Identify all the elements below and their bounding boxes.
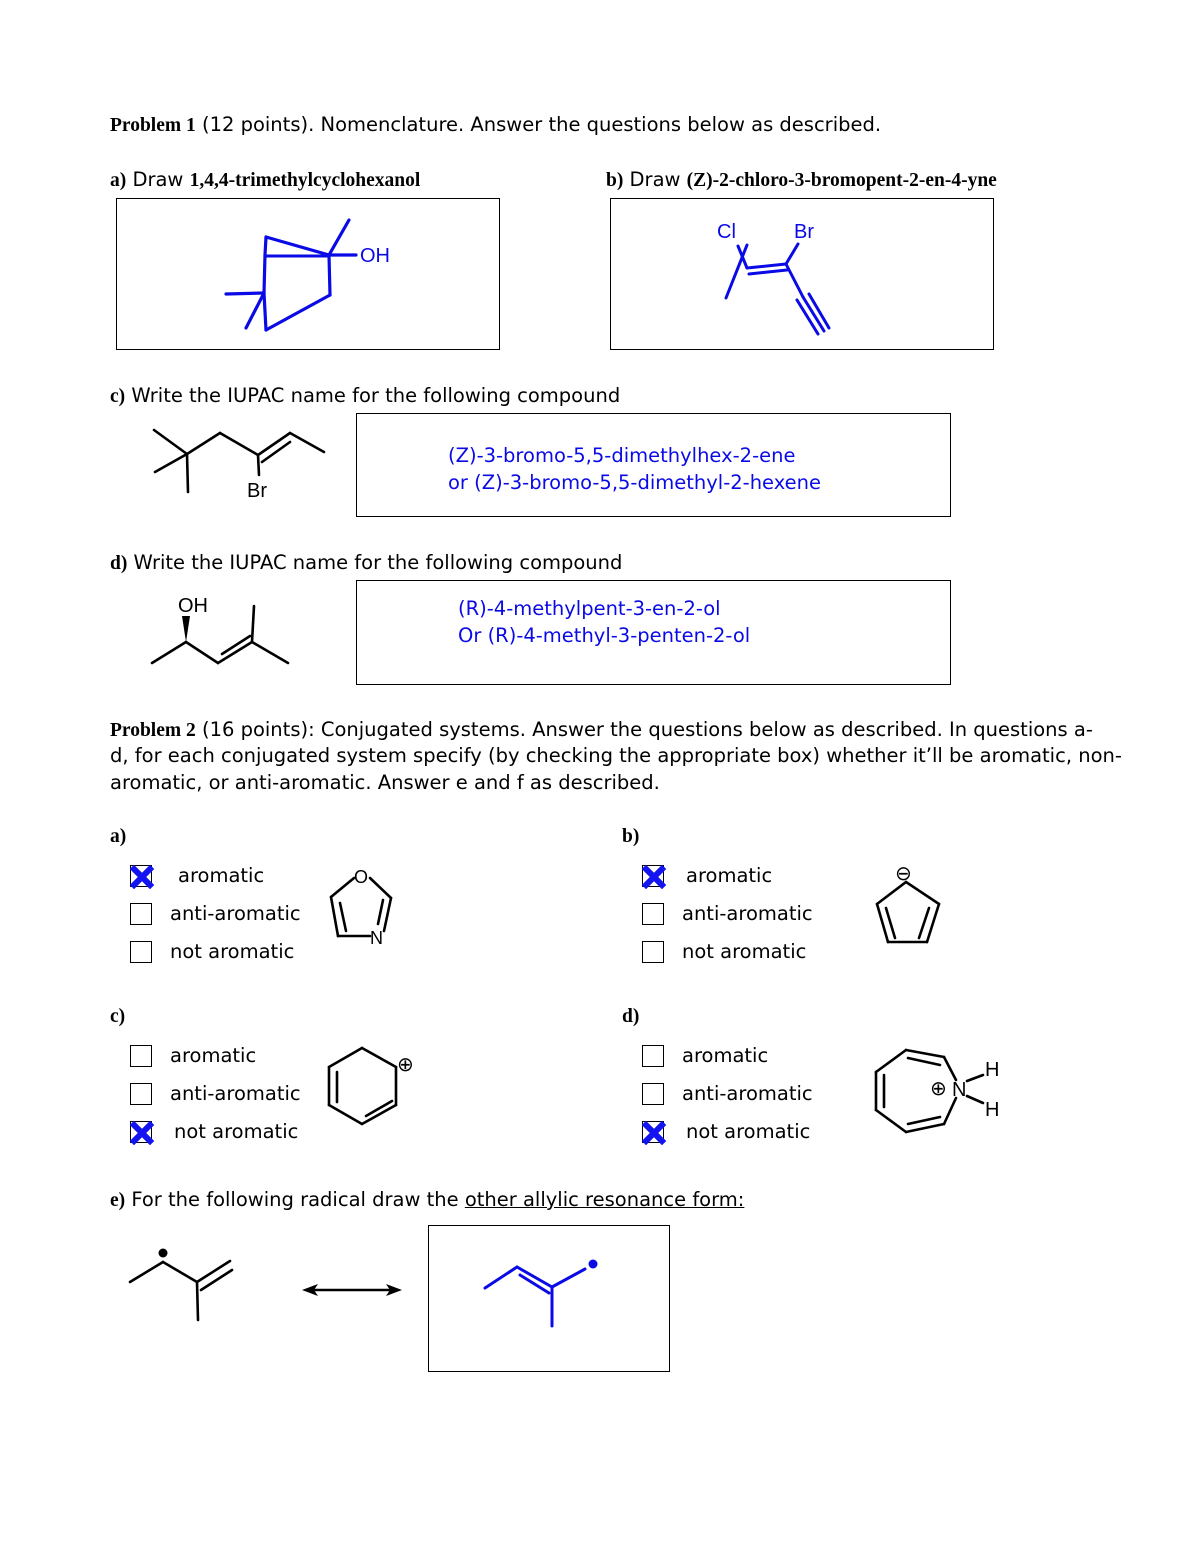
p1d-oh-label: OH bbox=[178, 595, 208, 617]
p2d-azepinium-structure bbox=[866, 1040, 1016, 1140]
p1a-oh-label: OH bbox=[360, 245, 390, 267]
p2a-checkbox-anti-aromatic[interactable] bbox=[130, 903, 152, 925]
p2d-n-label: N bbox=[952, 1079, 967, 1101]
p2b-letter: b) bbox=[622, 826, 640, 847]
p2b-checkbox-aromatic[interactable] bbox=[642, 865, 664, 887]
problem2-line2: d, for each conjugated system specify (by checking the appropriate box) whether it’ll be aromatic, non- bbox=[110, 744, 1122, 767]
p2b-cyclopentadienyl-structure bbox=[866, 860, 956, 950]
p2c-positive-charge-icon: ⊕ bbox=[397, 1052, 414, 1076]
p2a-oxazole-structure bbox=[320, 860, 410, 950]
p1b-br-label: Br bbox=[794, 221, 814, 243]
p2a-checkbox-not-aromatic[interactable] bbox=[130, 941, 152, 963]
p1d-wedge-bond bbox=[182, 616, 190, 642]
p2d-checkbox-not-aromatic[interactable] bbox=[642, 1121, 664, 1143]
p2a-checkbox-aromatic[interactable] bbox=[130, 865, 152, 887]
p2a-o-label: O bbox=[354, 867, 369, 887]
p2a-option-label: aromatic bbox=[178, 864, 265, 887]
p1c-br-label: Br bbox=[247, 480, 267, 502]
p2c-option-label: anti-aromatic bbox=[170, 1082, 301, 1105]
p2c-letter: c) bbox=[110, 1006, 126, 1027]
p1b-prompt: b) Draw (Z)-2-chloro-3-bromopent-2-en-4-yne bbox=[606, 168, 997, 191]
p2c-option-label: aromatic bbox=[170, 1044, 257, 1067]
p1c-answer-line1: (Z)-3-bromo-5,5-dimethylhex-2-ene bbox=[448, 444, 796, 467]
p2d-option-label: aromatic bbox=[682, 1044, 769, 1067]
p2d-option-label: anti-aromatic bbox=[682, 1082, 813, 1105]
p2c-checkbox-not-aromatic[interactable] bbox=[130, 1121, 152, 1143]
p2d-h2-label: H bbox=[985, 1099, 1000, 1121]
p2a-n-label: N bbox=[370, 928, 383, 948]
p1c-structure bbox=[140, 420, 340, 510]
p1c-answer-line2: or (Z)-3-bromo-5,5-dimethyl-2-hexene bbox=[448, 471, 822, 494]
p2c-option-label: not aromatic bbox=[174, 1120, 299, 1143]
p2b-negative-charge-icon: ⊖ bbox=[895, 861, 912, 885]
check-x-icon bbox=[129, 1120, 155, 1146]
p2b-checkbox-not-aromatic[interactable] bbox=[642, 941, 664, 963]
problem1-heading: Problem 1 (12 points). Nomenclature. Answer the questions below as described. bbox=[110, 113, 882, 136]
p1a-structure-drawing bbox=[116, 198, 500, 350]
check-x-icon bbox=[641, 1120, 667, 1146]
p2e-radical-structure bbox=[120, 1240, 250, 1330]
p1b-structure-drawing bbox=[610, 198, 994, 350]
p2b-option-label: aromatic bbox=[686, 864, 773, 887]
resonance-arrow-icon bbox=[300, 1278, 404, 1302]
check-x-icon bbox=[641, 864, 667, 890]
p2e-prompt: e) For the following radical draw the other allylic resonance form: bbox=[110, 1188, 745, 1211]
p2a-option-label: anti-aromatic bbox=[170, 902, 301, 925]
p1d-answer-line1: (R)-4-methylpent-3-en-2-ol bbox=[458, 597, 721, 620]
p2d-checkbox-aromatic[interactable] bbox=[642, 1045, 664, 1067]
p2a-option-label: not aromatic bbox=[170, 940, 295, 963]
p2e-answer-structure bbox=[428, 1225, 670, 1372]
p2b-checkbox-anti-aromatic[interactable] bbox=[642, 903, 664, 925]
p2b-option-label: not aromatic bbox=[682, 940, 807, 963]
problem2-heading: Problem 2 (16 points): Conjugated systems. Answer the questions below as described. In questions a- bbox=[110, 718, 1093, 741]
problem2-line3: aromatic, or anti-aromatic. Answer e and f as described. bbox=[110, 771, 660, 794]
p1b-cl-label: Cl bbox=[717, 221, 736, 243]
p1d-prompt: d) Write the IUPAC name for the following compound bbox=[110, 551, 623, 574]
p2e-answer-radical-dot bbox=[589, 1260, 598, 1269]
p2e-radical-dot bbox=[159, 1249, 168, 1258]
p2b-option-label: anti-aromatic bbox=[682, 902, 813, 925]
p1d-structure bbox=[140, 590, 310, 680]
p2d-letter: d) bbox=[622, 1006, 640, 1027]
p2c-checkbox-anti-aromatic[interactable] bbox=[130, 1083, 152, 1105]
p1d-answer-line2: Or (R)-4-methyl-3-penten-2-ol bbox=[458, 624, 751, 647]
check-x-icon bbox=[129, 864, 155, 890]
p1c-prompt: c) Write the IUPAC name for the following compound bbox=[110, 384, 621, 407]
p2d-h1-label: H bbox=[985, 1059, 1000, 1081]
p2a-letter: a) bbox=[110, 826, 127, 847]
p2d-checkbox-anti-aromatic[interactable] bbox=[642, 1083, 664, 1105]
p2d-option-label: not aromatic bbox=[686, 1120, 811, 1143]
p2d-positive-charge-icon: ⊕ bbox=[930, 1076, 947, 1100]
p2c-cyclohexadienyl-structure bbox=[318, 1040, 418, 1130]
p1a-prompt: a) Draw 1,4,4-trimethylcyclohexanol bbox=[110, 168, 421, 191]
p2c-checkbox-aromatic[interactable] bbox=[130, 1045, 152, 1067]
